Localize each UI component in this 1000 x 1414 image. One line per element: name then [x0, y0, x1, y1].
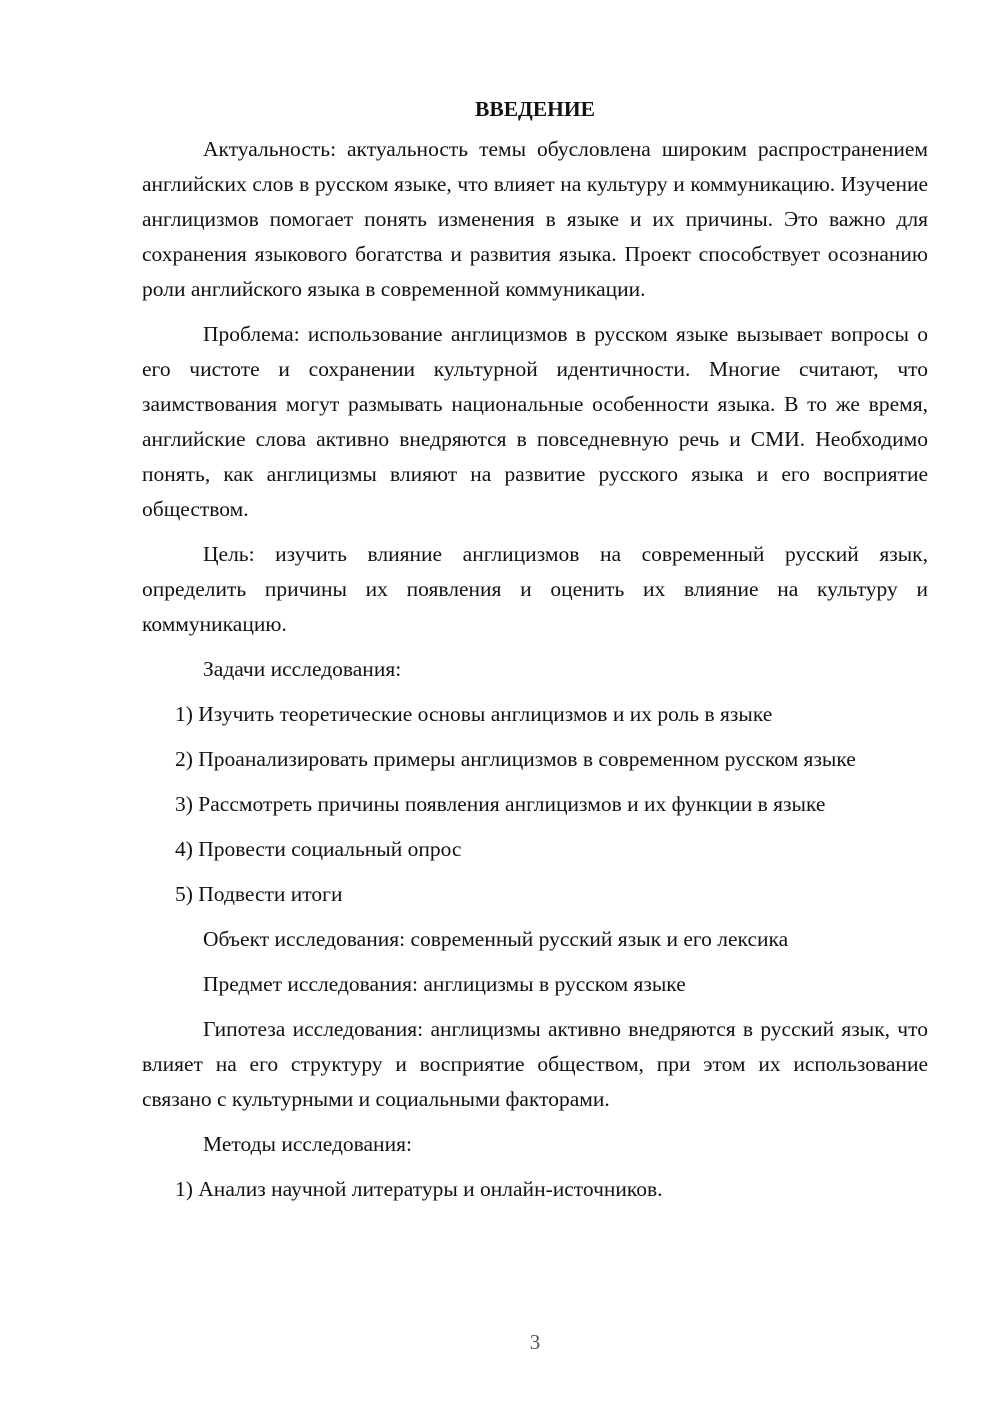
paragraph-problem: Проблема: использование англицизмов в русском языке вызывает вопросы о его чистоте и сохранении культурной идентичности. Многие считают, что заимствования могут размывать национальные особенности языка. В то же время, английские слова активно внедряются в повседневную речь и СМИ. Необходимо понять, как англицизмы влияют на развитие русского языка и его восприятие обществом. [142, 322, 928, 521]
paragraph-hypothesis: Гипотеза исследования: англицизмы активно внедряются в русский язык, что влияет на его структуру и восприятие обществом, при этом их использование связано с культурными и социальными факторами. [142, 1017, 928, 1111]
page-title: ВВЕДЕНИЕ [475, 97, 595, 121]
task-item-2: 2) Проанализировать примеры англицизмов в современном русском языке [175, 747, 856, 771]
document-page [142, 92, 928, 1217]
methods-title: Методы исследования: [203, 1132, 412, 1156]
task-item-3: 3) Рассмотреть причины появления англицизмов и их функции в языке [175, 792, 826, 816]
paragraph-goal: Цель: изучить влияние англицизмов на современный русский язык, определить причины их появления и оценить их влияние на культуру и коммуникацию. [142, 542, 928, 636]
task-item-5: 5) Подвести итоги [175, 882, 343, 906]
paragraph-object: Объект исследования: современный русский язык и его лексика [203, 927, 789, 951]
page-number: 3 [529, 1330, 541, 1354]
tasks-title: Задачи исследования: [203, 657, 402, 681]
task-item-4: 4) Провести социальный опрос [175, 837, 462, 861]
paragraph-subject: Предмет исследования: англицизмы в русском языке [203, 972, 686, 996]
method-item-1: 1) Анализ научной литературы и онлайн-источников. [175, 1177, 663, 1201]
paragraph-relevance: Актуальность: актуальность темы обусловлена широким распространением английских слов в русском языке, что влияет на культуру и коммуникацию. Изучение англицизмов помогает понять изменения в языке и их причины. Это важно для сохранения языкового богатства и развития языка. Проект способствует осознанию роли английского языка в современной коммуникации. [142, 137, 928, 301]
task-item-1: 1) Изучить теоретические основы англицизмов и их роль в языке [175, 702, 773, 726]
